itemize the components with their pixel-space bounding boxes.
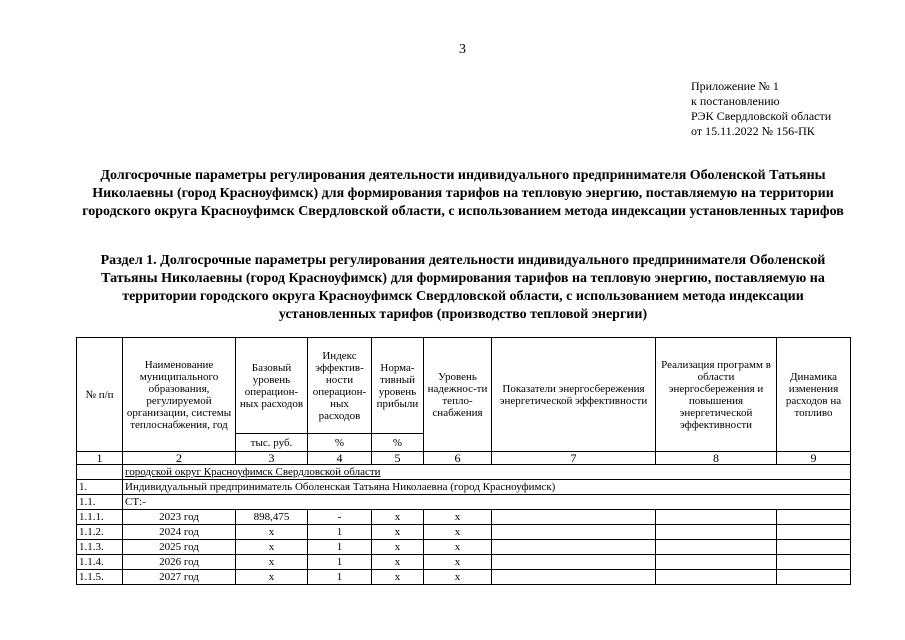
appendix-line: от 15.11.2022 № 156-ПК	[691, 124, 815, 138]
cell-efficiency-index: 1	[308, 540, 372, 555]
row-year: 2023 год	[123, 510, 236, 525]
section-title: Раздел 1. Долгосрочные параметры регулирования деятельности индивидуального предпринимателя Оболенской Татьяны Николаевны (город Красноуфимск) для формирования тарифов на тепловую энергию, поставляемую на территории городского округа Красноуфимск Свердловской области, с использованием метода индексации установленных тарифов (производство тепловой энергии)	[100, 253, 826, 322]
cell-energy-saving	[492, 570, 656, 585]
table-row	[77, 525, 851, 540]
cell-base-opex: x	[236, 555, 308, 570]
cell-energy-saving	[492, 510, 656, 525]
appendix-block	[691, 79, 831, 139]
column-number: 7	[492, 452, 656, 465]
row-number: 1.1.	[77, 495, 123, 510]
cell-fuel-dynamics	[777, 555, 851, 570]
cell-reliability: x	[424, 570, 492, 585]
cell-base-opex: x	[236, 570, 308, 585]
cell-fuel-dynamics	[777, 540, 851, 555]
cell-efficiency-index: -	[308, 510, 372, 525]
unit-percent: %	[308, 434, 372, 452]
row-number: 1.1.5.	[77, 570, 123, 585]
cell-efficiency-index: 1	[308, 570, 372, 585]
cell-fuel-dynamics	[777, 510, 851, 525]
row-number: 1.1.1.	[77, 510, 123, 525]
column-number: 6	[424, 452, 492, 465]
cell-reliability: x	[424, 525, 492, 540]
cell-efficiency-index: 1	[308, 525, 372, 540]
appendix-line: к постановлению	[691, 94, 780, 108]
header-programs: Реализация программ в области энергосбережения и повышения энергетической эффективности	[656, 338, 777, 452]
appendix-line: Приложение № 1	[691, 79, 779, 93]
column-number: 1	[77, 452, 123, 465]
cell-profit-level: x	[372, 525, 424, 540]
cell-profit-level: x	[372, 570, 424, 585]
table-row	[77, 555, 851, 570]
header-number: № п/п	[77, 338, 123, 452]
cell-reliability: x	[424, 510, 492, 525]
cell-energy-saving	[492, 540, 656, 555]
column-number: 8	[656, 452, 777, 465]
header-base-opex: Базовый уровень операцион-ных расходов	[236, 338, 308, 434]
document-title: Долгосрочные параметры регулирования деятельности индивидуального предпринимателя Оболенской Татьяны Николаевны (город Красноуфимск) для формирования тарифов на тепловую энергию, поставляемую на территории городского округа Красноуфимск Свердловской области, с использованием метода индексации установленных тарифов	[82, 168, 844, 219]
header-efficiency-index: Индекс эффектив-ности операцион-ных расходов	[308, 338, 372, 434]
cell-reliability: x	[424, 555, 492, 570]
empty-cell	[77, 465, 123, 480]
row-number: 1.1.3.	[77, 540, 123, 555]
header-name: Наименование муниципального образования, регулируемой организации, системы теплоснабжения, год	[123, 338, 236, 452]
cell-profit-level: x	[372, 555, 424, 570]
organization-name: Индивидуальный предприниматель Оболенская Татьяна Николаевна (город Красноуфимск)	[123, 480, 851, 495]
row-year: 2024 год	[123, 525, 236, 540]
cell-base-opex: x	[236, 540, 308, 555]
cell-programs	[656, 555, 777, 570]
cell-base-opex: x	[236, 525, 308, 540]
page-number: 3	[459, 42, 466, 57]
system-name: СТ:-	[123, 495, 851, 510]
header-energy-saving: Показатели энергосбережения энергетической эффективности	[492, 338, 656, 452]
municipality-row	[77, 465, 851, 480]
table-row	[77, 510, 851, 525]
table-row	[77, 570, 851, 585]
municipality-name: городской округ Красноуфимск Свердловской области	[123, 465, 851, 480]
cell-efficiency-index: 1	[308, 555, 372, 570]
row-year: 2025 год	[123, 540, 236, 555]
cell-energy-saving	[492, 555, 656, 570]
table-row	[77, 540, 851, 555]
row-year: 2026 год	[123, 555, 236, 570]
unit-thousand-rub: тыс. руб.	[236, 434, 308, 452]
column-number: 2	[123, 452, 236, 465]
organization-row	[77, 480, 851, 495]
cell-energy-saving	[492, 525, 656, 540]
column-number: 4	[308, 452, 372, 465]
cell-fuel-dynamics	[777, 570, 851, 585]
row-year: 2027 год	[123, 570, 236, 585]
row-number: 1.1.2.	[77, 525, 123, 540]
system-row	[77, 495, 851, 510]
parameters-table	[76, 337, 851, 585]
cell-profit-level: x	[372, 510, 424, 525]
cell-programs	[656, 570, 777, 585]
cell-programs	[656, 510, 777, 525]
column-number: 9	[777, 452, 851, 465]
cell-profit-level: x	[372, 540, 424, 555]
cell-fuel-dynamics	[777, 525, 851, 540]
header-fuel-dynamics: Динамика изменения расходов на топливо	[777, 338, 851, 452]
row-number: 1.1.4.	[77, 555, 123, 570]
column-number: 5	[372, 452, 424, 465]
header-reliability: Уровень надежнос-ти тепло-снабжения	[424, 338, 492, 452]
cell-programs	[656, 525, 777, 540]
cell-programs	[656, 540, 777, 555]
appendix-line: РЭК Свердловской области	[691, 109, 832, 123]
cell-base-opex: 898,475	[236, 510, 308, 525]
header-profit-level: Норма-тивный уровень прибыли	[372, 338, 424, 434]
cell-reliability: x	[424, 540, 492, 555]
column-number: 3	[236, 452, 308, 465]
unit-percent: %	[372, 434, 424, 452]
row-number: 1.	[77, 480, 123, 495]
column-number-row	[77, 452, 851, 465]
